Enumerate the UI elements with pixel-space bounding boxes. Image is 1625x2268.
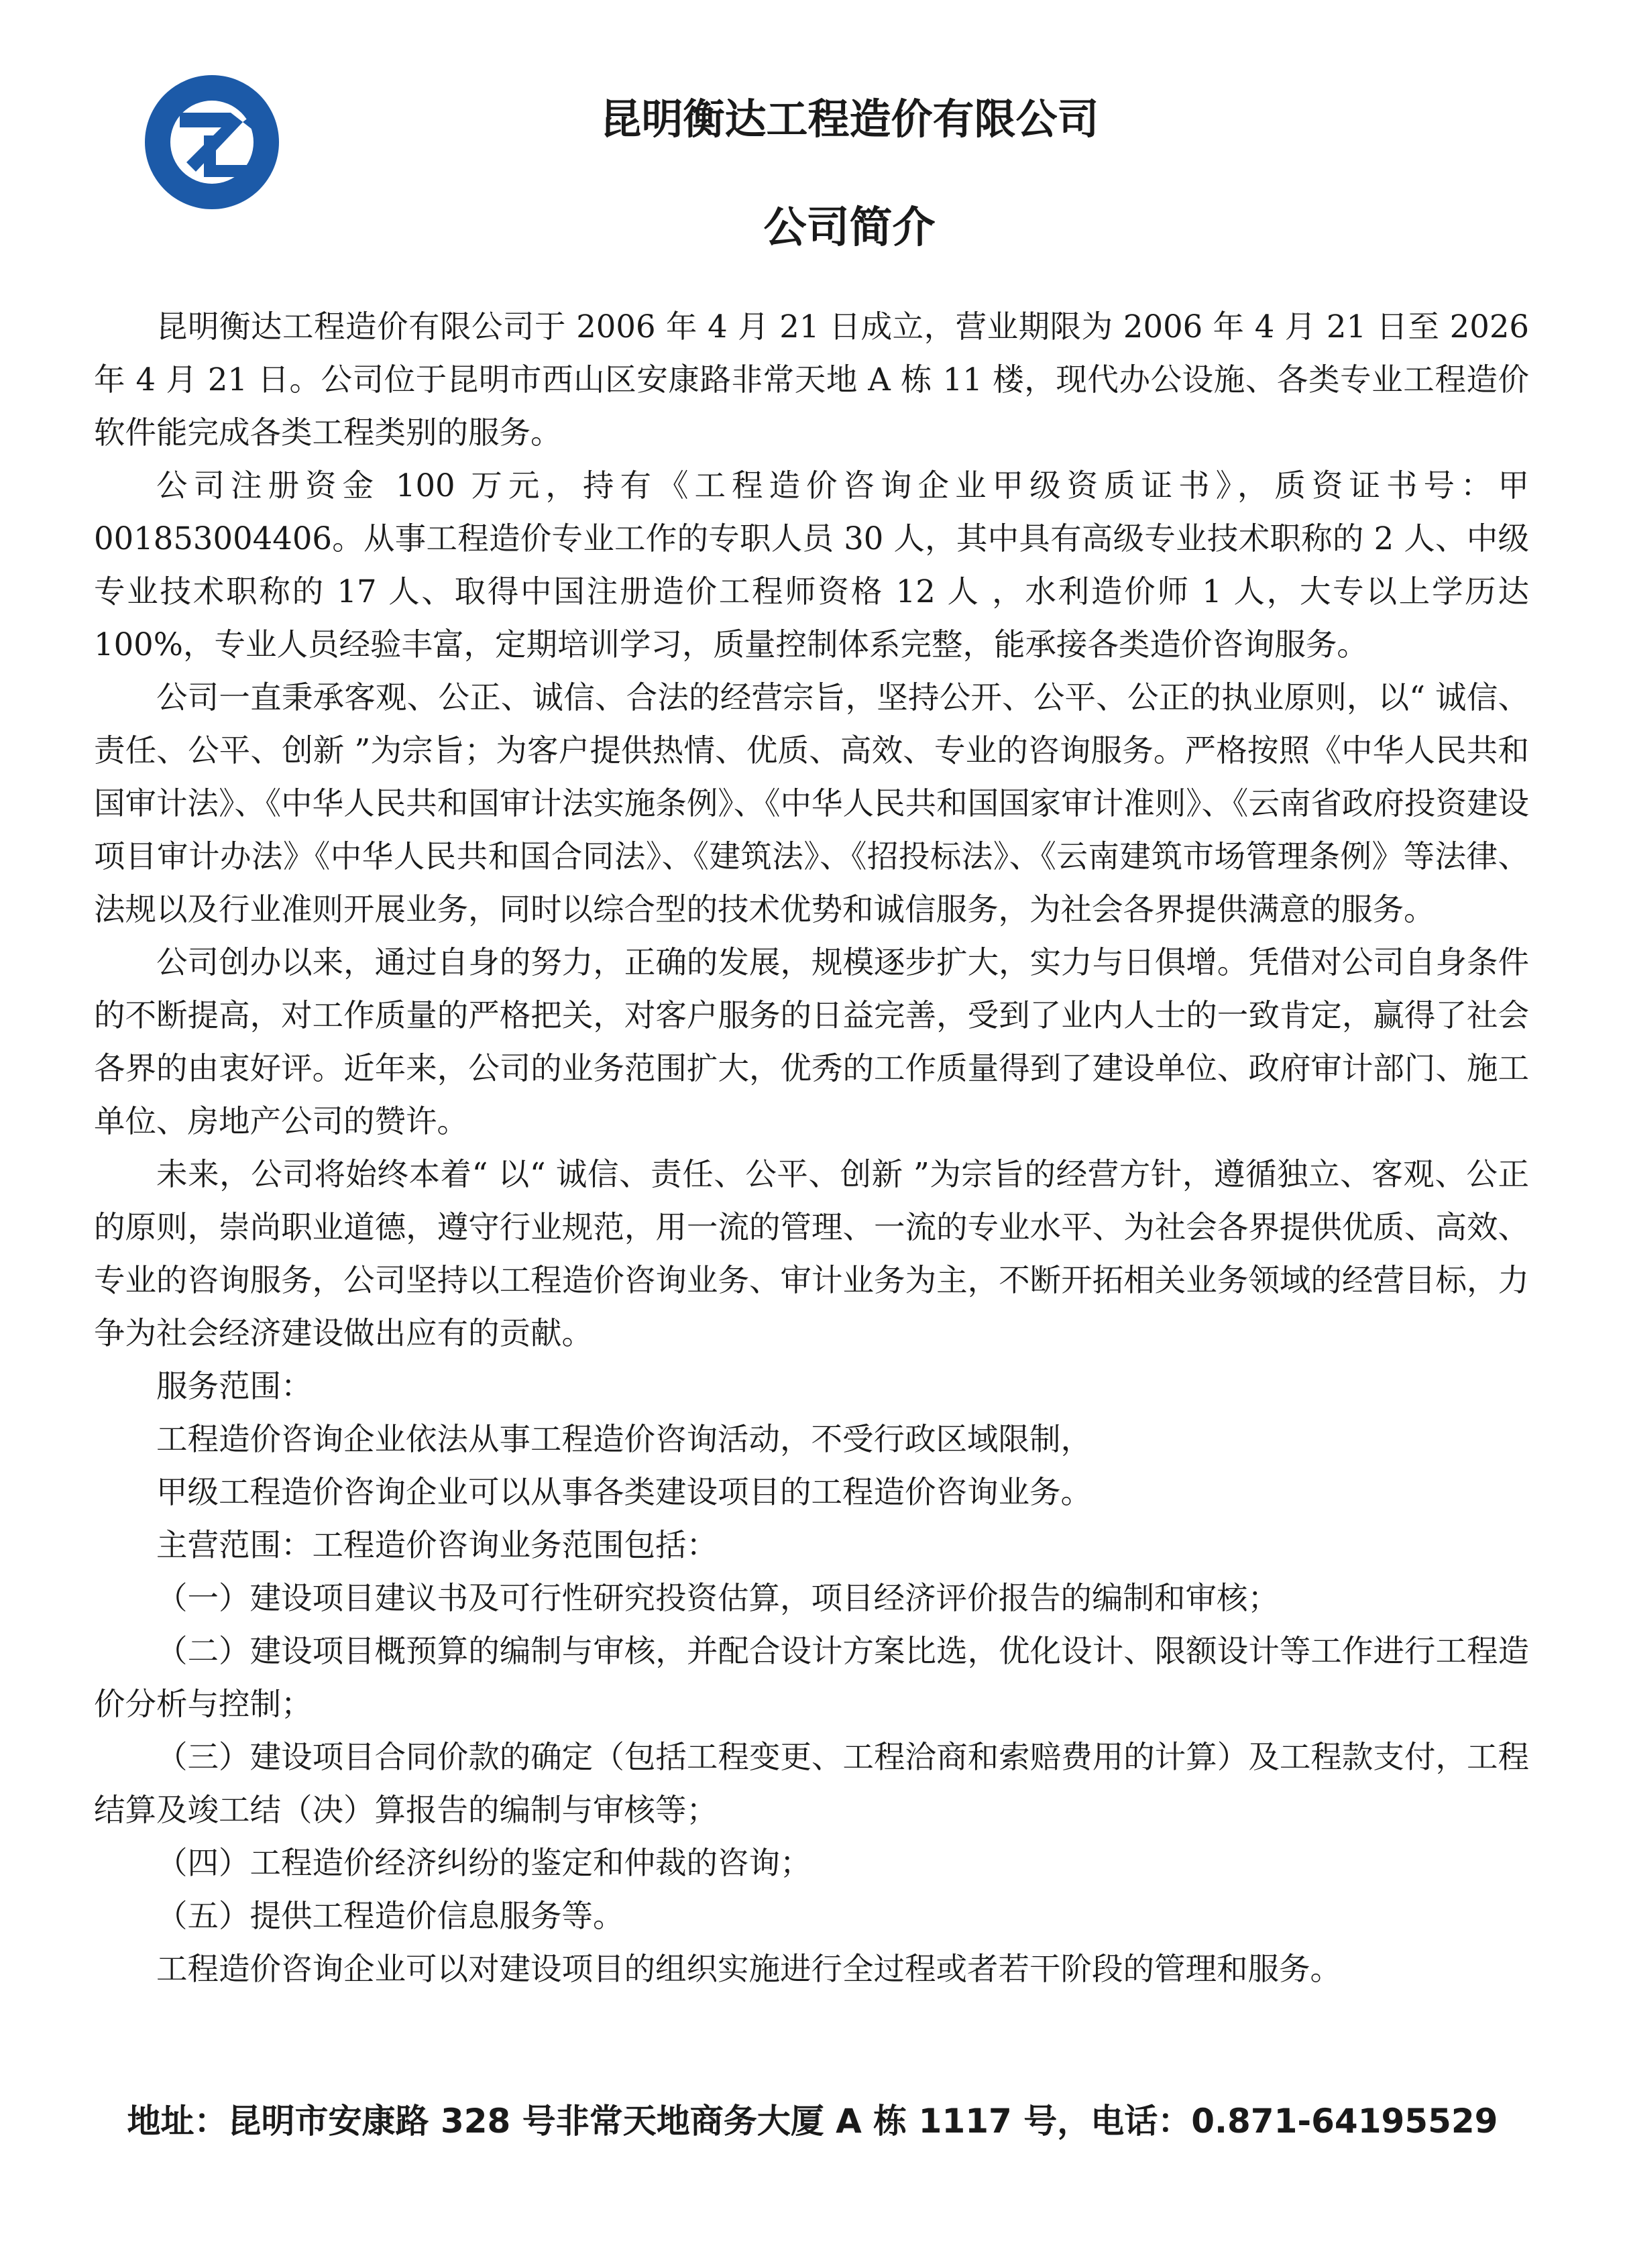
scope-item-5: （五）提供工程造价信息服务等。	[156, 1898, 624, 1934]
paragraph-founding: 昆明衡达工程造价有限公司于 2006 年 4 月 21 日成立，营业期限为 2006 年 4 月 21 日至 2026 年 4 月 21 日。公司位于昆明市西山区安康路非常天地 A 栋 11 楼，现代办公设施、各类专业工程造价软件能完成各类工程类别的服务。	[94, 308, 1529, 451]
service-scope-line-2: 甲级工程造价咨询企业可以从事各类建设项目的工程造价咨询业务。	[156, 1474, 1092, 1510]
closing-paragraph: 工程造价咨询企业可以对建设项目的组织实施进行全过程或者若干阶段的管理和服务。	[156, 1951, 1341, 1987]
service-scope-line-1: 工程造价咨询企业依法从事工程造价咨询活动，不受行政区域限制，	[156, 1421, 1092, 1457]
document-body	[94, 300, 1529, 1996]
paragraph-future: 未来，公司将始终本着“ 以“ 诚信、责任、公平、创新 ”为宗旨的经营方针，遵循独立、客观、公正的原则，崇尚职业道德，遵守行业规范，用一流的管理、一流的专业水平、为社会各界提供优质、高效、专业的咨询服务，公司坚持以工程造价咨询业务、审计业务为主，不断开拓相关业务领域的经营目标，力争为社会经济建设做出应有的贡献。	[94, 1156, 1529, 1351]
service-scope-heading: 服务范围：	[156, 1368, 313, 1404]
paragraph-principles: 公司一直秉承客观、公正、诚信、合法的经营宗旨，坚持公开、公平、公正的执业原则，以“ 诚信、责任、公平、创新 ”为宗旨；为客户提供热情、优质、高效、专业的咨询服务。严格按照《中华人民共和国审计法》、《中华人民共和国审计法实施条例》、《中华人民共和国国家审计准则》、《云南省政府投资建设项目审计办法》《中华人民共和国合同法》、《建筑法》、《招投标法》、《云南建筑市场管理条例》等法律、法规以及行业准则开展业务，同时以综合型的技术优势和诚信服务，为社会各界提供满意的服务。	[94, 679, 1529, 927]
scope-item-1: （一）建设项目建议书及可行性研究投资估算，项目经济评价报告的编制和审核；	[156, 1580, 1279, 1616]
page-title: 公司简介	[763, 203, 936, 253]
scope-item-2: （二）建设项目概预算的编制与审核，并配合设计方案比选，优化设计、限额设计等工作进行工程造价分析与控制；	[94, 1633, 1529, 1722]
scope-item-4: （四）工程造价经济纠纷的鉴定和仲裁的咨询；	[156, 1845, 811, 1881]
paragraph-qualification: 公司注册资金 100 万元，持有《工程造价咨询企业甲级资质证书》，质资证书号：甲 001853004406。从事工程造价专业工作的专职人员 30 人，其中具有高级专业技术职称的 2 人、中级专业技术职称的 17 人、取得中国注册造价工程师资格 12 人 ，水利造价师 1 人，大专以上学历达 100%，专业人员经验丰富，定期培训学习，质量控制体系完整，能承接各类造价咨询服务。	[94, 467, 1529, 663]
footer-address: 地址：昆明市安康路 328 号非常天地商务大厦 A 栋 1117 号，电话：0.871-64195529	[127, 2102, 1498, 2141]
scope-item-3: （三）建设项目合同价款的确定（包括工程变更、工程洽商和索赔费用的计算）及工程款支付，工程结算及竣工结（决）算报告的编制与审核等；	[94, 1739, 1529, 1828]
main-scope-heading: 主营范围：工程造价咨询业务范围包括：	[156, 1527, 718, 1563]
paragraph-development: 公司创办以来，通过自身的努力，正确的发展，规模逐步扩大，实力与日俱增。凭借对公司自身条件的不断提高，对工作质量的严格把关，对客户服务的日益完善，受到了业内人士的一致肯定，赢得了社会各界的由衷好评。近年来，公司的业务范围扩大，优秀的工作质量得到了建设单位、政府审计部门、施工单位、房地产公司的赞许。	[94, 944, 1529, 1139]
company-name: 昆明衡达工程造价有限公司	[600, 95, 1099, 144]
